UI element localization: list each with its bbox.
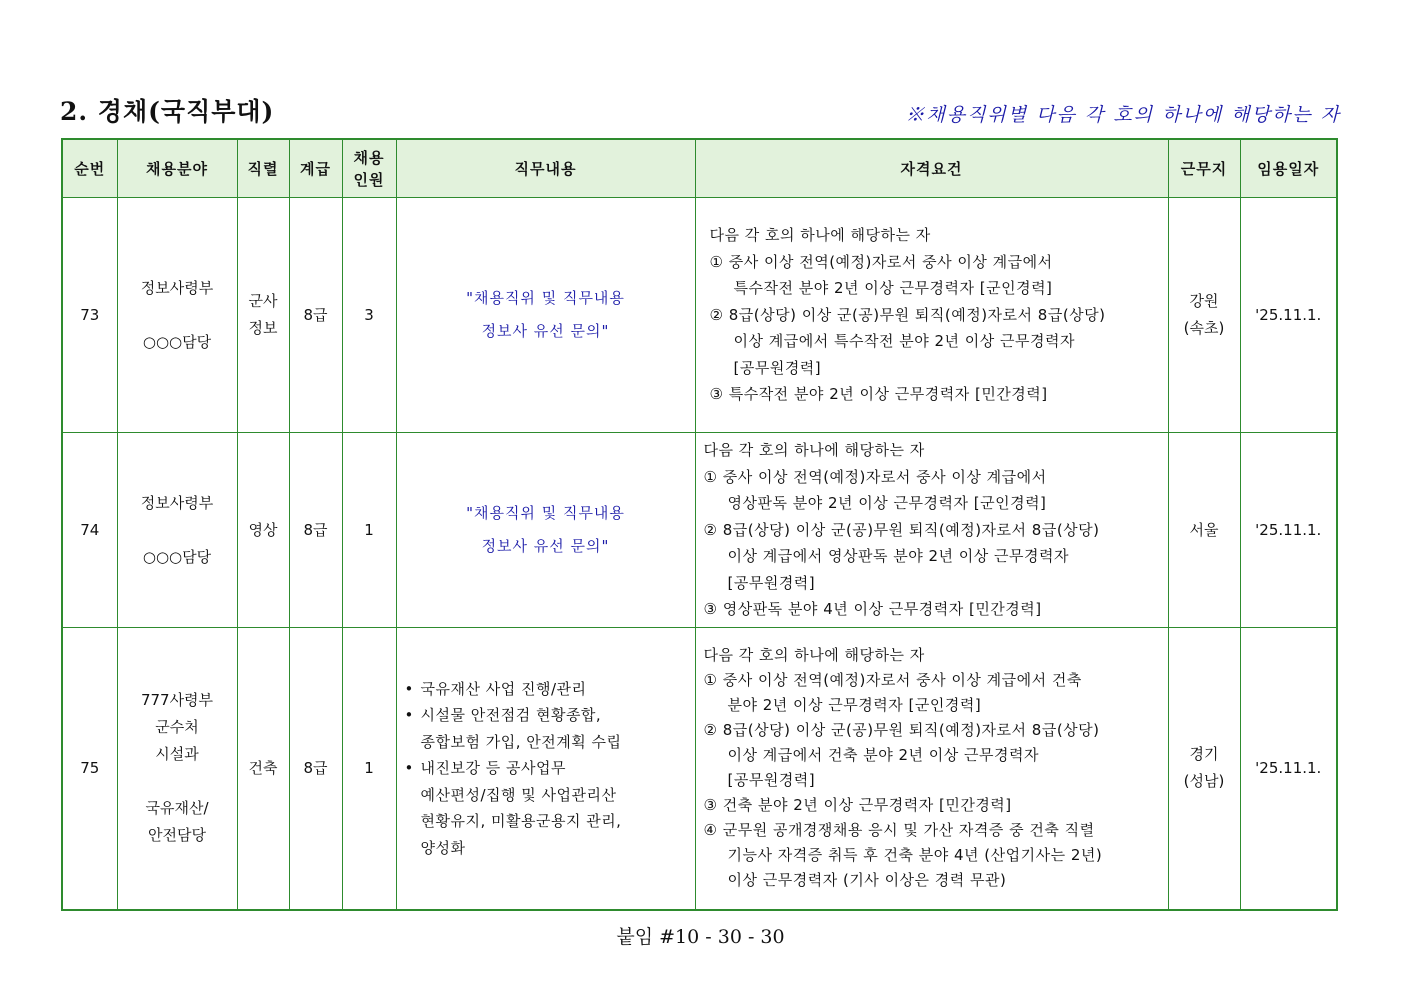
row-location: 서울 [1168, 433, 1240, 628]
duty-item: • 국유재산 사업 진행/관리 [405, 676, 687, 703]
row-date: '25.11.1. [1240, 433, 1337, 628]
row-count: 1 [342, 628, 396, 910]
col-header-duty: 직무내용 [396, 139, 695, 198]
table-row [62, 628, 1337, 910]
duty-item: • 시설물 안전점검 현황종합, 종합보험 가입, 안전계획 수립 [405, 702, 687, 755]
bullet-icon: • [404, 706, 414, 724]
row-qualification: 다음 각 호의 하나에 해당하는 자 ① 중사 이상 전역(예정)자로서 중사 이상 계급에서 건축 분야 2년 이상 근무경력자 [군인경력] ② 8급(상당) 이상 군(공)무원 퇴직(예정)자로서 8급(상당) 이상 계급에서 건축 분야 2년 이상 근무경력자 [공무원경력] ③ 건축 분야 2년 이상 근무경력자 [민간경력] ④ 군무원 공개경쟁채용 응시 및 가산 자격증 중 건축 직렬 기능사 자격증 취득 후 건축 분야 4년 (산업기사는 2년) 이상 근무경력자 (기사 이상은 경력 무관) [695, 628, 1168, 910]
section-note: ※채용직위별 다음 각 호의 하나에 해당하는 자 [905, 104, 1341, 126]
col-header-date: 임용일자 [1240, 139, 1337, 198]
row-series: 영상 [237, 433, 289, 628]
row-field: 정보사령부 ○○○담당 [117, 433, 237, 628]
row-date: '25.11.1. [1240, 198, 1337, 433]
bullet-icon: • [404, 759, 414, 777]
table-header-row [62, 139, 1337, 198]
duty-item: • 내진보강 등 공사업무 예산편성/집행 및 사업관리산 현황유지, 미활용군용지 관리, 양성화 [405, 755, 687, 861]
row-count: 3 [342, 198, 396, 433]
table-row [62, 433, 1337, 628]
row-no: 73 [62, 198, 117, 433]
row-field: 777사령부 군수처 시설과 국유재산/ 안전담당 [117, 628, 237, 910]
row-field: 정보사령부 ○○○담당 [117, 198, 237, 433]
row-no: 75 [62, 628, 117, 910]
col-header-series: 직렬 [237, 139, 289, 198]
col-header-count: 채용 인원 [342, 139, 396, 198]
row-location: 강원 (속초) [1168, 198, 1240, 433]
row-location: 경기 (성남) [1168, 628, 1240, 910]
row-duty [396, 628, 695, 910]
section-title: 2. 경채(국직부대) [60, 97, 275, 126]
row-grade: 8급 [289, 433, 342, 628]
row-duty: "채용직위 및 직무내용 정보사 유선 문의" [396, 433, 695, 628]
bullet-icon: • [404, 679, 414, 698]
row-count: 1 [342, 433, 396, 628]
row-series: 건축 [237, 628, 289, 910]
page-footer: 붙임 #10 - 30 - 30 [616, 926, 785, 948]
recruitment-table [61, 138, 1338, 911]
col-header-grade: 계급 [289, 139, 342, 198]
col-header-field: 채용분야 [117, 139, 237, 198]
row-duty: "채용직위 및 직무내용 정보사 유선 문의" [396, 198, 695, 433]
row-qualification: 다음 각 호의 하나에 해당하는 자 ① 중사 이상 전역(예정)자로서 중사 이상 계급에서 특수작전 분야 2년 이상 근무경력자 [군인경력] ② 8급(상당) 이상 군(공)무원 퇴직(예정)자로서 8급(상당) 이상 계급에서 특수작전 분야 2년 이상 근무경력자 [공무원경력] ③ 특수작전 분야 2년 이상 근무경력자 [민간경력] [695, 198, 1168, 433]
row-series: 군사 정보 [237, 198, 289, 433]
row-qualification: 다음 각 호의 하나에 해당하는 자 ① 중사 이상 전역(예정)자로서 중사 이상 계급에서 영상판독 분야 2년 이상 근무경력자 [군인경력] ② 8급(상당) 이상 군(공)무원 퇴직(예정)자로서 8급(상당) 이상 계급에서 영상판독 분야 2년 이상 근무경력자 [공무원경력] ③ 영상판독 분야 4년 이상 근무경력자 [민간경력] [695, 433, 1168, 628]
row-grade: 8급 [289, 198, 342, 433]
table-row [62, 198, 1337, 433]
row-grade: 8급 [289, 628, 342, 910]
col-header-qualification: 자격요건 [695, 139, 1168, 198]
row-no: 74 [62, 433, 117, 628]
col-header-location: 근무지 [1168, 139, 1240, 198]
col-header-no: 순번 [62, 139, 117, 198]
row-date: '25.11.1. [1240, 628, 1337, 910]
